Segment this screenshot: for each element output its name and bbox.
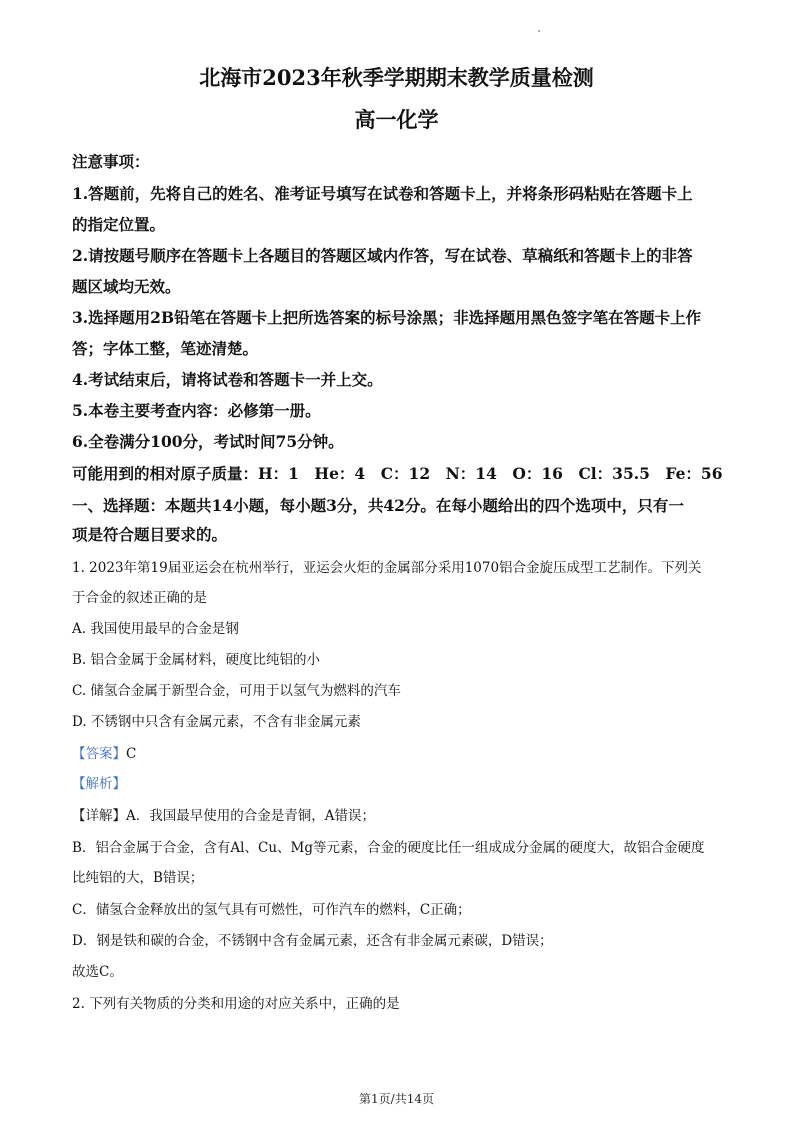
notice-item: 5.本卷主要考查内容：必修第一册。 xyxy=(72,401,321,420)
detail-line: C．储氢合金释放出的氢气具有可燃性，可作汽车的燃料，C正确； xyxy=(72,902,471,918)
analysis-tag: 【解析】 xyxy=(72,776,126,792)
notice-item: 4.考试结束后，请将试卷和答题卡一并上交。 xyxy=(72,370,383,389)
section-heading: 一、选择题：本题共14小题，每小题3分，共42分。在每小题给出的四个选项中，只有一 xyxy=(72,496,684,515)
scan-dot xyxy=(538,30,540,32)
answer-value: C xyxy=(126,746,137,762)
answer-tag: 【答案】 xyxy=(72,746,126,762)
detail-line: B．铝合金属于合金，含有Al、Cu、Mg等元素，合金的硬度比任一组成成分金属的硬度大，故铝合金硬度 xyxy=(72,840,705,856)
notice-item: 1.答题前，先将自己的姓名、准考证号填写在试卷和答题卡上，并将条形码粘贴在答题卡上 xyxy=(72,184,693,203)
detail-text: A．我国最早使用的合金是青铜，A错误； xyxy=(126,808,375,824)
atomic-masses: 可能用到的相对原子质量：H：1 He：4 C：12 N：14 O：16 Cl：35.5 Fe：56 xyxy=(72,464,723,483)
detail-tag: 【详解】 xyxy=(72,808,126,824)
notice-item: 答；字体工整，笔迹清楚。 xyxy=(72,339,259,358)
question-1-stem: 1. 2023年第19届亚运会在杭州举行，亚运会火炬的金属部分采用1070铝合金旋压成型工艺制作。下列关 xyxy=(72,560,702,576)
section-heading-cont: 项是符合题目要求的。 xyxy=(72,525,228,544)
answer-line xyxy=(72,742,732,762)
question-2-stem: 2. 下列有关物质的分类和用途的对应关系中，正确的是 xyxy=(72,996,400,1012)
notice-item: 6.全卷满分100分，考试时间75分钟。 xyxy=(72,432,344,451)
option-b: B. 铝合金属于金属材料，硬度比纯铝的小 xyxy=(72,652,321,668)
detail-line: 比纯铝的大，B错误； xyxy=(72,870,204,886)
option-a: A. 我国使用最早的合金是钢 xyxy=(72,621,239,637)
question-1-stem-cont: 于合金的叙述正确的是 xyxy=(72,590,207,606)
detail-line: 故选C。 xyxy=(72,964,123,980)
notice-item: 的指定位置。 xyxy=(72,215,166,234)
option-c: C. 储氢合金属于新型合金，可用于以氢气为燃料的汽车 xyxy=(72,683,401,699)
detail-line xyxy=(72,804,732,824)
notice-item: 3.选择题用2B铅笔在答题卡上把所选答案的标号涂黑；非选择题用黑色签字笔在答题卡上作 xyxy=(72,308,702,327)
notice-item: 题区域均无效。 xyxy=(72,277,181,296)
notice-heading: 注意事项： xyxy=(72,152,150,171)
option-d: D. 不锈钢中只含有金属元素，不含有非金属元素 xyxy=(72,714,361,730)
notice-item: 2.请按题号顺序在答题卡上各题目的答题区域内作答，写在试卷、草稿纸和答题卡上的非答 xyxy=(72,246,693,265)
page-footer: 第1页/共14页 xyxy=(359,1092,434,1106)
detail-line: D．钢是铁和碳的合金，不锈钢中含有金属元素，还含有非金属元素碳，D错误； xyxy=(72,933,553,949)
page-title: 北海市2023年秋季学期期末教学质量检测 xyxy=(199,65,594,90)
page-subtitle: 高一化学 xyxy=(354,107,439,132)
